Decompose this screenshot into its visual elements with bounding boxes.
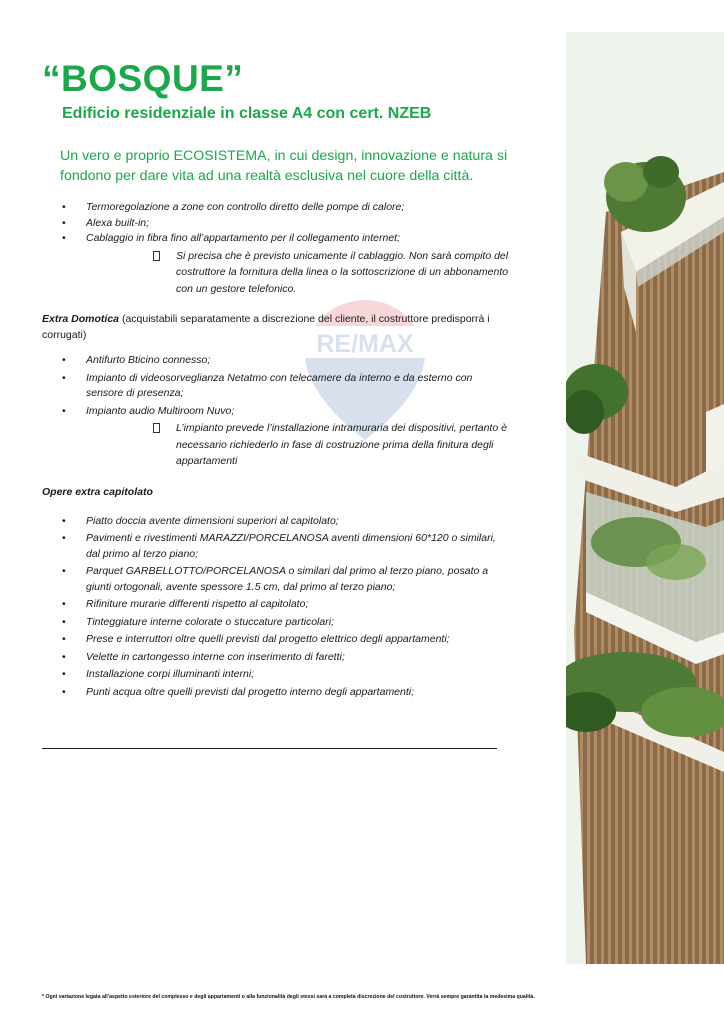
- list-item: • Installazione corpi illuminanti interni;: [62, 668, 255, 680]
- list-item: • Punti acqua oltre quelli previsti dal progetto interno degli appartamenti;: [62, 685, 415, 698]
- list-item: • Impianto audio Multiroom Nuvo;: [62, 404, 235, 417]
- building-photo: [566, 32, 724, 964]
- list-item: • Impianto di videosorveglianza Netatmo con telecamere da interno e da esterno con sensore di presenza;: [62, 371, 473, 399]
- divider-line: [42, 748, 497, 749]
- intro-paragraph: Un vero e proprio ECOSISTEMA, in cui design, innovazione e natura si fondono per dare vita ad una realtà esclusiva nel cuore della città.: [60, 148, 508, 184]
- list-item: • Alexa built-in;: [62, 216, 150, 229]
- page-title: “BOSQUE”: [42, 58, 244, 99]
- features-list: [42, 200, 512, 247]
- list-item: • Antifurto Bticino connesso;: [62, 354, 211, 366]
- main-content: [42, 200, 512, 700]
- list-item: • Parquet GARBELLOTTO/PORCELANOSA o similari dal primo al terzo piano, posato a giunti ortogonali, avente spessore 1.5 cm, dal primo al terzo piano;: [62, 565, 489, 593]
- domotica-list: [42, 353, 512, 419]
- footnote: * Ogni variazione legata all’aspetto esteriore del complesso e degli appartamenti o alla funzionalità degli stessi sarà a completa discrezione del costruttore. Verrà sempre garantita la medesima qualità.: [42, 994, 535, 1000]
- list-item: • Pavimenti e rivestimenti MARAZZI/PORCELANOSA aventi dimensioni 60*120 o similari, dal primo al terzo piano;: [62, 532, 496, 560]
- list-item: • Piatto doccia avente dimensioni superiori al capitolato;: [62, 514, 339, 527]
- domotica-note: L’impianto prevede l’installazione intramuraria dei dispositivi, pertanto è necessario richiederlo in fase di costruzione prima della finitura degli appartamenti: [42, 420, 512, 470]
- extra-heading: Opere extra capitolato: [42, 485, 153, 498]
- watermark-text: RE/MAX: [316, 330, 414, 358]
- list-item: • Velette in cartongesso interne con inserimento di faretti;: [62, 650, 345, 663]
- page-subtitle: Edificio residenziale in classe A4 con cert. NZEB: [62, 105, 432, 122]
- extra-list: [42, 514, 512, 701]
- building-illustration: [566, 32, 724, 964]
- list-item: • Termoregolazione a zone con controllo diretto delle pompe di calore;: [62, 201, 405, 213]
- list-item: • Cablaggio in fibra fino all’appartamento per il collegamento internet;: [62, 232, 401, 244]
- list-item: • Rifiniture murarie differenti rispetto al capitolato;: [62, 598, 309, 610]
- cabling-note: Si precisa che è previsto unicamente il cablaggio. Non sarà compito del costruttore la fornitura della linea o la sottoscrizione di un abbonamento con un gestore telefonico.: [42, 248, 512, 298]
- domotica-heading: Extra Domotica (acquistabili separatamente a discrezione del cliente, il costruttore predisporrà i corrugati): [42, 313, 490, 341]
- square-bullet-icon: [153, 423, 160, 433]
- list-item: • Prese e interruttori oltre quelli previsti dal progetto elettrico degli appartamenti;: [62, 633, 450, 645]
- list-item: • Tinteggiature interne colorate o stuccature particolari;: [62, 615, 334, 628]
- square-bullet-icon: [153, 251, 160, 261]
